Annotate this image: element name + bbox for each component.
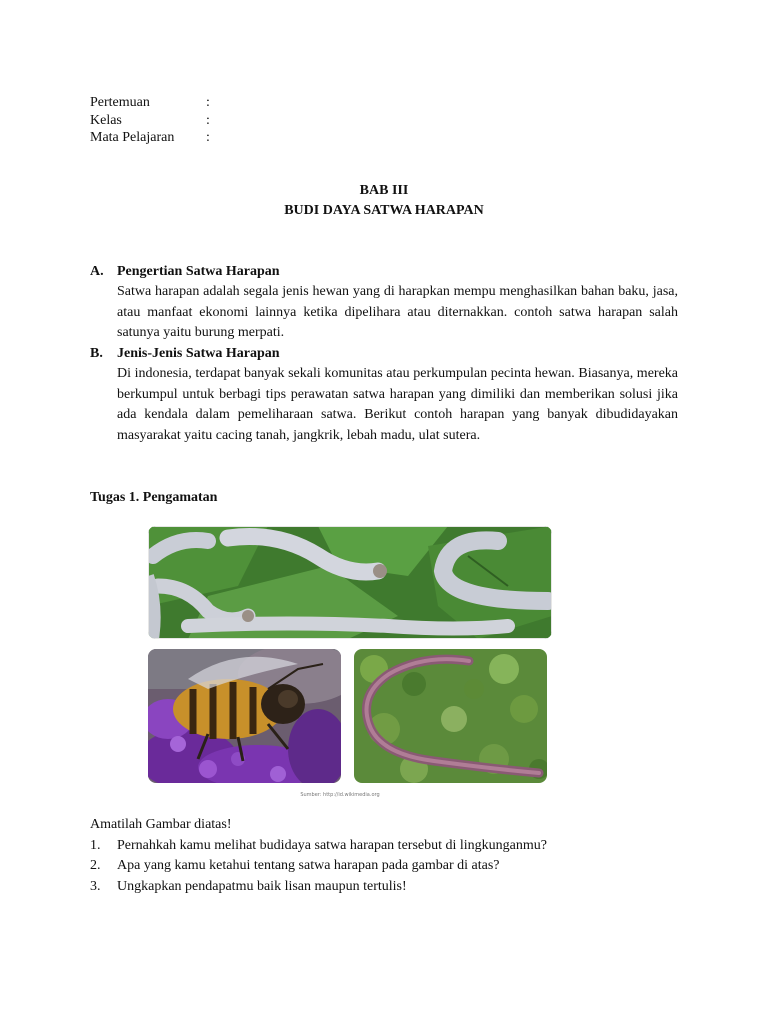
figure-source-caption: Sumber: http://id.wikimedia.org: [300, 792, 380, 798]
question-text: Pernahkah kamu melihat budidaya satwa harapan tersebut di lingkunganmu?: [117, 837, 547, 853]
field-colon: :: [206, 130, 210, 145]
silkworm-image: [148, 526, 552, 639]
section-title: Jenis-Jenis Satwa Harapan: [117, 346, 280, 361]
question-number: 1.: [90, 837, 101, 853]
section-body: Di indonesia, terdapat banyak sekali komunitas atau perkumpulan pecinta hewan. Biasanya, mereka berkumpul untuk berbagi tips perawatan satwa harapan yang dimiliki dan memberikan solusi jika ada kendala dalam pemeliharaan satwa. Berikut contoh harapan yang banyak dibudidayakan masyarakat yaitu cacing tanah, jangkrik, lebah madu, ulat sutera.: [117, 366, 678, 443]
chapter-number: BAB III: [359, 183, 409, 198]
question-text: Apa yang kamu ketahui tentang satwa harapan pada gambar di atas?: [117, 858, 500, 873]
section-heading: [90, 344, 678, 364]
task-instruction: Amatilah Gambar diatas!: [90, 817, 232, 832]
chapter-title: [0, 181, 768, 221]
section-heading: [90, 262, 678, 282]
section-a: [90, 262, 678, 344]
section-letter: B.: [90, 346, 103, 361]
section-title: Pengertian Satwa Harapan: [117, 264, 280, 279]
section-letter: A.: [90, 264, 104, 279]
question-item: [90, 836, 690, 857]
question-number: 3.: [90, 878, 101, 894]
section-b: [90, 344, 678, 446]
earthworm-image: [354, 649, 547, 783]
header-field-pertemuan: [90, 94, 216, 112]
question-item: [90, 877, 690, 898]
animals-figure: [147, 525, 553, 800]
task-heading: Tugas 1. Pengamatan: [90, 490, 218, 505]
chapter-name: BUDI DAYA SATWA HARAPAN: [284, 203, 484, 218]
field-label: Kelas: [90, 112, 122, 128]
header-field-kelas: [90, 112, 216, 130]
field-label: Pertemuan: [90, 95, 150, 110]
question-text: Ungkapkan pendapatmu baik lisan maupun tertulis!: [117, 878, 407, 894]
document-header-fields: [90, 94, 216, 147]
field-colon: :: [206, 112, 210, 128]
question-item: [90, 856, 690, 877]
section-body: Satwa harapan adalah segala jenis hewan yang di harapkan mempu menghasilkan bahan baku, jasa, atau manfaat ekonomi lainnya ketika dipelihara atau diternakkan. contoh satwa harapan salah satunya yaitu burung merpati.: [117, 284, 678, 340]
question-number: 2.: [90, 858, 101, 873]
field-label: Mata Pelajaran: [90, 130, 175, 145]
task-questions: [90, 815, 690, 897]
header-field-mata-pelajaran: [90, 129, 216, 147]
field-colon: :: [206, 95, 210, 110]
bee-image: [148, 649, 341, 783]
